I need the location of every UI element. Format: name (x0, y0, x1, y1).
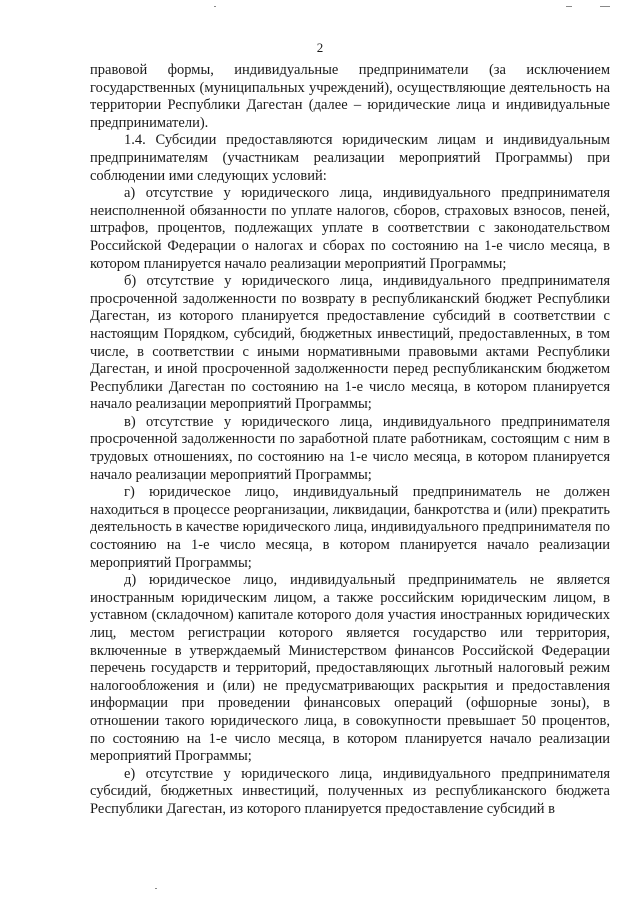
paragraph-condition-b: б) отсутствие у юридического лица, индивидуального предпринимателя просроченной задолженности по возврату в республиканский бюджет Республики Дагестан, из которого планируется предоставление субсидий в соответствии с настоящим Порядком, субсидий, бюджетных инвестиций, предоставленных, в том числе, в соответствии с иными нормативными правовыми актами Республики Дагестан, и иной просроченной задолженности перед республиканским бюджетом Республики Дагестан по состоянию на 1-е число месяца, в котором планируется начало реализации мероприятий Программы; (90, 273, 610, 413)
paragraph-condition-g: г) юридическое лицо, индивидуальный предприниматель не должен находиться в процессе реорганизации, ликвидации, банкротства и (или) прекратить деятельность в качестве юридического лица, индивидуального предпринимателя по состоянию на 1-е число месяца, в котором планируется начало реализации мероприятий Программы; (90, 484, 610, 571)
paragraph-clause-1-4: 1.4. Субсидии предоставляются юридическим лицам и индивидуальным предпринимателям (участникам реализации мероприятий Программы) при соблюдении ими следующих условий: (90, 132, 610, 184)
paragraph-condition-e: е) отсутствие у юридического лица, индивидуального предпринимателя субсидий, бюджетных инвестиций, полученных из республиканского бюджета Республики Дагестан, из которого планируется предоставление субсидий в (90, 765, 610, 817)
paragraph-condition-v: в) отсутствие у юридического лица, индивидуального предпринимателя просроченной задолженности по заработной плате работникам, состоящим с ним в трудовых отношениях, по состоянию на 1-е число месяца, в котором планируется начало реализации мероприятий Программы; (90, 413, 610, 483)
page-number: 2 (316, 40, 324, 55)
scan-artifact (214, 6, 216, 7)
scan-artifact (566, 6, 572, 7)
document-body (90, 62, 610, 819)
paragraph-continuation: правовой формы, индивидуальные предприниматели (за исключением государственных (муниципальных учреждений), осуществляющие деятельность на территории Республики Дагестан (далее – юридические лица и индивидуальные предприниматели). (90, 62, 610, 131)
paragraph-condition-a: а) отсутствие у юридического лица, индивидуального предпринимателя неисполненной обязанности по уплате налогов, сборов, страховых взносов, пеней, штрафов, процентов, подлежащих уплате в соответствии с законодательством Российской Федерации о налогах и сборах по состоянию на 1-е число месяца, в котором планируется начало реализации мероприятий Программы; (90, 185, 610, 272)
paragraph-condition-d: д) юридическое лицо, индивидуальный предприниматель не является иностранным юридическим лицом, а также российским юридическим лицом, в уставном (складочном) капитале которого доля участия иностранных юридических лиц, местом регистрации которого является государство или территория, включенные в утверждаемый Министерством финансов Российской Федерации перечень государств и территорий, предоставляющих льготный налоговый режим налогообложения и (или) не предусматривающих раскрытия и предоставления информации при проведении финансовых операций (офшорные зоны), в отношении такого юридического лица, в совокупности превышает 50 процентов, по состоянию на 1-е число месяца, в котором планируется начало реализации мероприятий Программы; (90, 572, 610, 765)
scan-artifact (155, 888, 157, 889)
scan-artifact (600, 6, 610, 7)
